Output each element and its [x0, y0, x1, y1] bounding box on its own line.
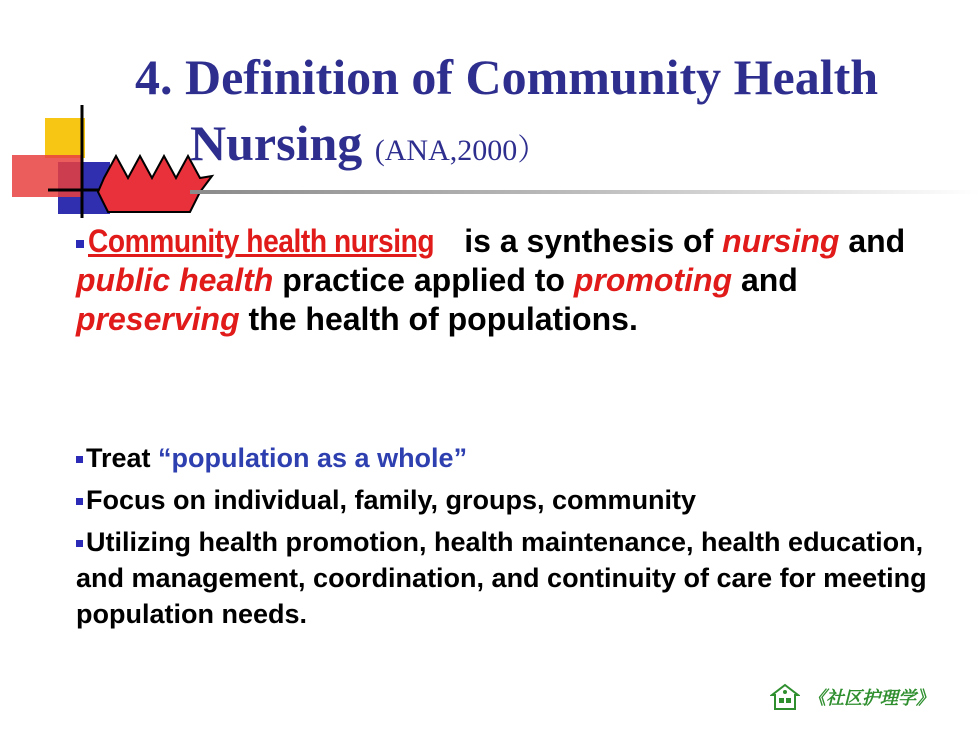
list-item [76, 524, 956, 632]
keyword-public-health: public health [76, 262, 274, 298]
bullet-list [76, 440, 956, 638]
bullet-square-icon [76, 240, 84, 248]
definition-term: Community health nursing [88, 223, 435, 259]
list-item [76, 482, 956, 518]
title-word: Nursing [190, 115, 363, 171]
bullet-square-icon [76, 540, 83, 547]
utilizing-text: Utilizing health promotion, health maintenance, health education, and management, coordination, and continuity of care for meeting population needs. [76, 527, 927, 629]
treat-label: Treat [86, 443, 159, 473]
logo-text: 《社区护理学》 [808, 688, 934, 709]
bullet-square-icon [76, 498, 83, 505]
treat-quote: “population as a whole” [158, 443, 468, 473]
definition-text: is a synthesis of [455, 223, 723, 259]
bullet-square-icon [76, 456, 83, 463]
footer-logo [770, 680, 934, 714]
definition-paragraph [76, 222, 946, 339]
title-source: (ANA,2000） [374, 134, 548, 167]
yellow-square [45, 118, 85, 158]
definition-text: and [839, 223, 906, 259]
keyword-preserving: preserving [76, 301, 240, 337]
definition-text: the health of populations. [239, 301, 638, 337]
definition-text: and [732, 262, 798, 298]
focus-text: Focus on individual, family, groups, community [86, 485, 697, 515]
house-logo-icon [770, 683, 800, 711]
keyword-promoting: promoting [573, 262, 733, 298]
list-item [76, 440, 956, 476]
title-divider [190, 190, 980, 194]
keyword-nursing: nursing [722, 223, 840, 259]
definition-text: practice applied to [273, 262, 574, 298]
title-line-2 [190, 112, 547, 182]
title-line-1: 4. Definition of Community Health [135, 49, 879, 105]
